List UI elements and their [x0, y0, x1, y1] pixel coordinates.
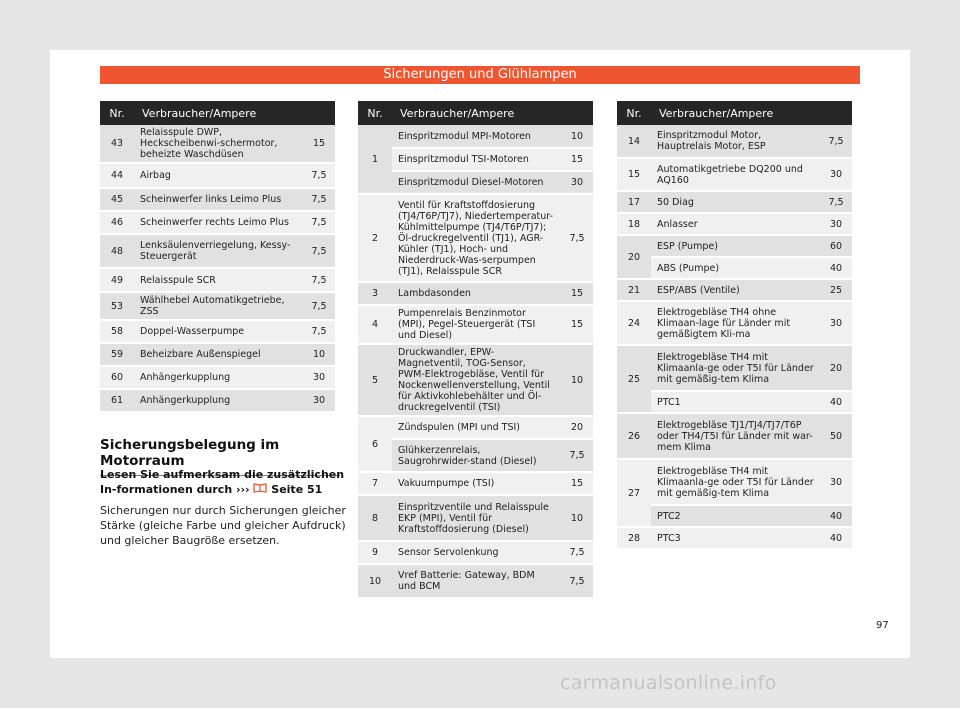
fuse-nr: 20: [617, 235, 651, 279]
fuse-amp: 25: [820, 279, 852, 301]
table-row: [358, 495, 593, 541]
fuse-amp: 7,5: [303, 292, 335, 320]
table-row: [358, 282, 593, 305]
fuse-amp: 30: [820, 213, 852, 235]
fuse-nr: 60: [100, 366, 134, 389]
col-nr: Nr.: [100, 101, 134, 125]
fuse-desc: Einspritzmodul Motor, Hauptrelais Motor, ESP: [651, 125, 820, 158]
table-row: [358, 472, 593, 495]
table-row: [358, 344, 593, 416]
table-row: [100, 389, 335, 412]
fuse-amp: 20: [561, 416, 593, 439]
table-row: [617, 505, 852, 527]
fuse-desc: Doppel-Wasserpumpe: [134, 320, 303, 343]
fuse-desc: Pumpenrelais Benzinmotor (MPI), Pegel-Steuergerät (TSI und Diesel): [392, 305, 561, 344]
fuse-nr: 26: [617, 413, 651, 459]
fuse-desc: Anhängerkupplung: [134, 389, 303, 412]
fuse-nr: 4: [358, 305, 392, 344]
fuse-amp: 40: [820, 527, 852, 549]
table-row: [100, 343, 335, 366]
fuse-nr: 43: [100, 125, 134, 163]
fuse-amp: 50: [820, 413, 852, 459]
col-consumer: Verbraucher/Ampere: [651, 101, 852, 125]
warning-book-icon: [253, 482, 267, 497]
fuse-amp: 7,5: [303, 268, 335, 292]
page-number: 97: [876, 620, 889, 631]
fuse-desc: Anlasser: [651, 213, 820, 235]
table-row: [100, 320, 335, 343]
fuse-desc: PTC1: [651, 391, 820, 413]
fuse-amp: 7,5: [303, 234, 335, 268]
fuse-desc: ESP (Pumpe): [651, 235, 820, 257]
table-row: [358, 148, 593, 171]
fuse-nr: 53: [100, 292, 134, 320]
fuse-amp: 7,5: [820, 125, 852, 158]
fuse-nr: 1: [358, 125, 392, 194]
fuse-desc: Scheinwerfer rechts Leimo Plus: [134, 211, 303, 234]
fuse-desc: Sensor Servolenkung: [392, 541, 561, 564]
fuse-nr: 8: [358, 495, 392, 541]
fuse-nr: 18: [617, 213, 651, 235]
fuse-amp: 7,5: [303, 320, 335, 343]
fuse-nr: 48: [100, 234, 134, 268]
table-row: [617, 125, 852, 158]
table-row: [358, 305, 593, 344]
fuse-amp: 10: [561, 344, 593, 416]
table-row: [617, 191, 852, 213]
fuse-amp: 30: [561, 171, 593, 194]
fuse-amp: 30: [303, 389, 335, 412]
table-row: [358, 194, 593, 282]
col-nr: Nr.: [358, 101, 392, 125]
fuse-table-3: [617, 101, 852, 550]
fuse-desc: Scheinwerfer links Leimo Plus: [134, 188, 303, 211]
table-row: [358, 541, 593, 564]
fuse-nr: 61: [100, 389, 134, 412]
table-row: [617, 257, 852, 279]
fuse-amp: 10: [561, 495, 593, 541]
table-row: [617, 279, 852, 301]
table-row: [358, 171, 593, 194]
fuse-nr: 45: [100, 188, 134, 211]
fuse-amp: 30: [820, 158, 852, 191]
fuse-nr: 5: [358, 344, 392, 416]
fuse-amp: 7,5: [303, 163, 335, 188]
col-nr: Nr.: [617, 101, 651, 125]
fuse-desc: Lambdasonden: [392, 282, 561, 305]
fuse-nr: 17: [617, 191, 651, 213]
fuse-amp: 40: [820, 391, 852, 413]
fuse-nr: 21: [617, 279, 651, 301]
fuse-amp: 40: [820, 505, 852, 527]
fuse-desc: PTC3: [651, 527, 820, 549]
table-row: [617, 345, 852, 391]
fuse-amp: 20: [820, 345, 852, 391]
fuse-desc: Einspritzmodul TSI-Motoren: [392, 148, 561, 171]
fuse-amp: 15: [561, 282, 593, 305]
table-row: [617, 527, 852, 549]
fuse-nr: 14: [617, 125, 651, 158]
fuse-amp: 15: [561, 305, 593, 344]
fuse-desc: Glühkerzenrelais, Saugrohrwider-stand (Diesel): [392, 439, 561, 472]
fuse-amp: 10: [303, 343, 335, 366]
fuse-table-2: [358, 101, 593, 599]
fuse-table-1: [100, 101, 335, 413]
fuse-amp: 7,5: [561, 194, 593, 282]
watermark: carmanualsonline.info: [560, 672, 777, 694]
fuse-amp: 60: [820, 235, 852, 257]
fuse-amp: 7,5: [303, 188, 335, 211]
fuse-nr: 24: [617, 301, 651, 345]
fuse-nr: 27: [617, 459, 651, 527]
fuse-nr: 15: [617, 158, 651, 191]
fuse-nr: 25: [617, 345, 651, 413]
fuse-desc: Airbag: [134, 163, 303, 188]
fuse-amp: 30: [303, 366, 335, 389]
fuse-nr: 49: [100, 268, 134, 292]
fuse-amp: 40: [820, 257, 852, 279]
fuse-nr: 3: [358, 282, 392, 305]
fuse-desc: Beheizbare Außenspiegel: [134, 343, 303, 366]
fuse-desc: Anhängerkupplung: [134, 366, 303, 389]
table-row: [100, 292, 335, 320]
table-row: [358, 439, 593, 472]
table-row: [358, 564, 593, 598]
page-reference-link[interactable]: Seite 51: [271, 483, 323, 496]
lead-paragraph: [100, 467, 345, 497]
fuse-desc: Elektrogebläse TH4 mit Klimaanla-ge oder T5I für Länder mit gemäßig-tem Klima: [651, 459, 820, 505]
fuse-nr: 2: [358, 194, 392, 282]
fuse-desc: Zündspulen (MPI und TSI): [392, 416, 561, 439]
table-row: [100, 211, 335, 234]
fuse-nr: 7: [358, 472, 392, 495]
table-row: [100, 366, 335, 389]
fuse-desc: ESP/ABS (Ventile): [651, 279, 820, 301]
body-text: Sicherungen nur durch Sicherungen gleicher Stärke (gleiche Farbe und gleicher Aufdruck) und gleicher Baugröße ersetzen.: [100, 504, 346, 547]
fuse-amp: 15: [561, 472, 593, 495]
fuse-nr: 58: [100, 320, 134, 343]
fuse-amp: 7,5: [561, 439, 593, 472]
fuse-amp: 15: [561, 148, 593, 171]
table-row: [617, 459, 852, 505]
fuse-amp: 30: [820, 301, 852, 345]
table-row: [617, 213, 852, 235]
header-title: Sicherungen und Glühlampen: [100, 66, 860, 84]
fuse-desc: Wählhebel Automatikgetriebe, ZSS: [134, 292, 303, 320]
fuse-amp: 7,5: [561, 564, 593, 598]
fuse-desc: Lenksäulenverriegelung, Kessy-Steuergerät: [134, 234, 303, 268]
table-row: [100, 125, 335, 163]
fuse-nr: 28: [617, 527, 651, 549]
fuse-desc: Vref Batterie: Gateway, BDM und BCM: [392, 564, 561, 598]
fuse-nr: 6: [358, 416, 392, 472]
fuse-desc: Einspritzmodul MPI-Motoren: [392, 125, 561, 148]
section-title: Sicherungsbelegung im Motorraum: [100, 437, 340, 476]
table-row: [100, 268, 335, 292]
fuse-desc: Elektrogebläse TH4 mit Klimaanla-ge oder T5I für Länder mit gemäßig-tem Klima: [651, 345, 820, 391]
table-row: [617, 158, 852, 191]
fuse-nr: 59: [100, 343, 134, 366]
table-row: [358, 125, 593, 148]
fuse-nr: 10: [358, 564, 392, 598]
table-row: [617, 235, 852, 257]
col-consumer: Verbraucher/Ampere: [134, 101, 335, 125]
fuse-amp: 30: [820, 459, 852, 505]
fuse-amp: 7,5: [820, 191, 852, 213]
table-row: [100, 188, 335, 211]
fuse-desc: Ventil für Kraftstoffdosierung (TJ4/T6P/TJ7), Niedertemperatur-Kühlmittelpumpe (TJ4/T6P/TJ7); Öl-druckregelventil (TJ1), AGR-Kühler (TJ1), Hoch- und Niederdruck-Was-serpumpen (TJ1), Relaisspule SCR: [392, 194, 561, 282]
fuse-nr: 9: [358, 541, 392, 564]
fuse-nr: 46: [100, 211, 134, 234]
fuse-desc: ABS (Pumpe): [651, 257, 820, 279]
fuse-desc: Automatikgetriebe DQ200 und AQ160: [651, 158, 820, 191]
fuse-nr: 44: [100, 163, 134, 188]
table-row: [617, 413, 852, 459]
fuse-desc: Einspritzmodul Diesel-Motoren: [392, 171, 561, 194]
fuse-amp: 7,5: [303, 211, 335, 234]
fuse-desc: Relaisspule SCR: [134, 268, 303, 292]
fuse-desc: Elektrogebläse TH4 ohne Klimaan-lage für Länder mit gemäßigtem Kli-ma: [651, 301, 820, 345]
fuse-amp: 15: [303, 125, 335, 163]
table-row: [358, 416, 593, 439]
fuse-desc: Druckwandler, EPW-Magnetventil, TOG-Sensor, PWM-Elektrogebläse, Ventil für Nockenwellenverstellung, Ventil für Aktivkohlebehälter und Öl-druckregelventil (TSI): [392, 344, 561, 416]
fuse-desc: Vakuumpumpe (TSI): [392, 472, 561, 495]
fuse-desc: Elektrogebläse TJ1/TJ4/TJ7/T6P oder TH4/T5I für Länder mit war-mem Klima: [651, 413, 820, 459]
table-row: [100, 234, 335, 268]
table-row: [617, 301, 852, 345]
fuse-amp: 7,5: [561, 541, 593, 564]
fuse-desc: Einspritzventile und Relaisspule EKP (MPI), Ventil für Kraftstoffdosierung (Diesel): [392, 495, 561, 541]
table-row: [100, 163, 335, 188]
fuse-desc: PTC2: [651, 505, 820, 527]
col-consumer: Verbraucher/Ampere: [392, 101, 593, 125]
table-row: [617, 391, 852, 413]
fuse-desc: 50 Diag: [651, 191, 820, 213]
fuse-amp: 10: [561, 125, 593, 148]
lead-text: Lesen Sie aufmerksam die zusätzlichen In-formationen durch ›››: [100, 468, 345, 496]
fuse-desc: Relaisspule DWP, Heckscheibenwi-schermotor, beheizte Waschdüsen: [134, 125, 303, 163]
